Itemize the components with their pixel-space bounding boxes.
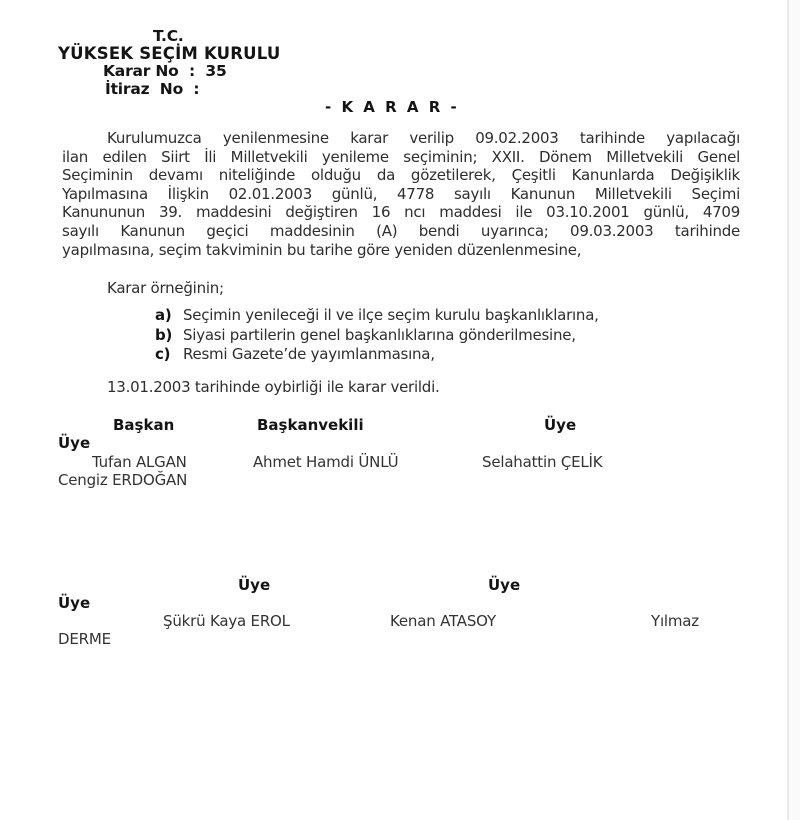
sig1-header-uye-right: Üye	[544, 416, 577, 434]
list-item	[155, 345, 715, 365]
paragraph-line: sayılı Kanunun geçici maddesinin (A) bendi uyarınca; 09.03.2003 tarihinde	[62, 221, 740, 240]
paragraph-line: Seçiminin devamı niteliğinde olduğu da gözetilerek, Çeşitli Kanunlarda Değişiklik	[62, 166, 740, 185]
sig1-name-selahattin-celik: Selahattin ÇELİK	[482, 453, 603, 471]
sig2-name-sukru-kaya-erol: Şükrü Kaya EROL	[163, 612, 290, 630]
list-item-label: a)	[155, 306, 172, 324]
paragraph-line: ilan edilen Siirt İli Milletvekili yenileme seçiminin; XXII. Dönem Milletvekili Genel	[62, 147, 740, 166]
decision-line: 13.01.2003 tarihinde oybirliği ile karar verildi.	[107, 378, 440, 396]
paragraph-line: Kurulumuzca yenilenmesine karar verilip 09.02.2003 tarihinde yapılacağı	[107, 129, 740, 147]
sig2-header-uye-center-1: Üye	[238, 576, 271, 594]
sig1-header-uye-left: Üye	[58, 434, 91, 452]
sig2-name-yilmaz: Yılmaz	[651, 612, 699, 630]
sig2-name-kenan-atasoy: Kenan ATASOY	[390, 612, 496, 630]
sig2-name-derme: DERME	[58, 630, 111, 648]
sig2-header-uye-center-2: Üye	[488, 576, 521, 594]
paragraph-line: Yapılmasına İlişkin 02.01.2003 günlü, 4778 sayılı Kanunun Milletvekili Seçimi	[62, 184, 740, 203]
header-institution: YÜKSEK SEÇİM KURULU	[58, 44, 281, 63]
list-item-label: c)	[155, 345, 171, 363]
sig1-name-tufan-algan: Tufan ALGAN	[92, 453, 187, 471]
page-edge-line	[787, 0, 789, 820]
sig1-header-baskanvekili: Başkanvekili	[257, 416, 364, 434]
list-item-text: Resmi Gazete’de yayımlanmasına,	[183, 345, 435, 363]
list-item-text: Seçimin yenileceği il ve ilçe seçim kurulu başkanlıklarına,	[183, 306, 599, 324]
paragraph-line: Kanununun 39. maddesini değiştiren 16 ncı maddesi ile 03.10.2001 günlü, 4709	[62, 203, 740, 222]
list-item-label: b)	[155, 325, 173, 344]
header-tc: T.C.	[153, 27, 184, 45]
sig1-name-cengiz-erdogan: Cengiz ERDOĞAN	[58, 471, 188, 489]
sig1-name-ahmet-hamdi-unlu: Ahmet Hamdi ÜNLÜ	[253, 453, 399, 471]
body-paragraph	[62, 129, 740, 259]
header-karar-no: Karar No : 35	[103, 62, 227, 80]
document-title: - K A R A R -	[325, 98, 460, 116]
paragraph-line: yapılmasına, seçim takviminin bu tarihe göre yeniden düzenlenmesine,	[62, 240, 582, 259]
page-edge-strip	[789, 0, 800, 820]
list-item	[155, 326, 715, 346]
distribution-list	[155, 306, 715, 365]
list-item	[155, 306, 715, 326]
sig2-header-uye-left: Üye	[58, 594, 91, 612]
list-item-text: Siyasi partilerin genel başkanlıklarına gönderilmesine,	[183, 325, 576, 344]
karar-ornegi-line: Karar örneğinin;	[107, 279, 224, 297]
header-itiraz-no: İtiraz No :	[105, 80, 200, 98]
sig1-header-baskan: Başkan	[113, 416, 175, 434]
